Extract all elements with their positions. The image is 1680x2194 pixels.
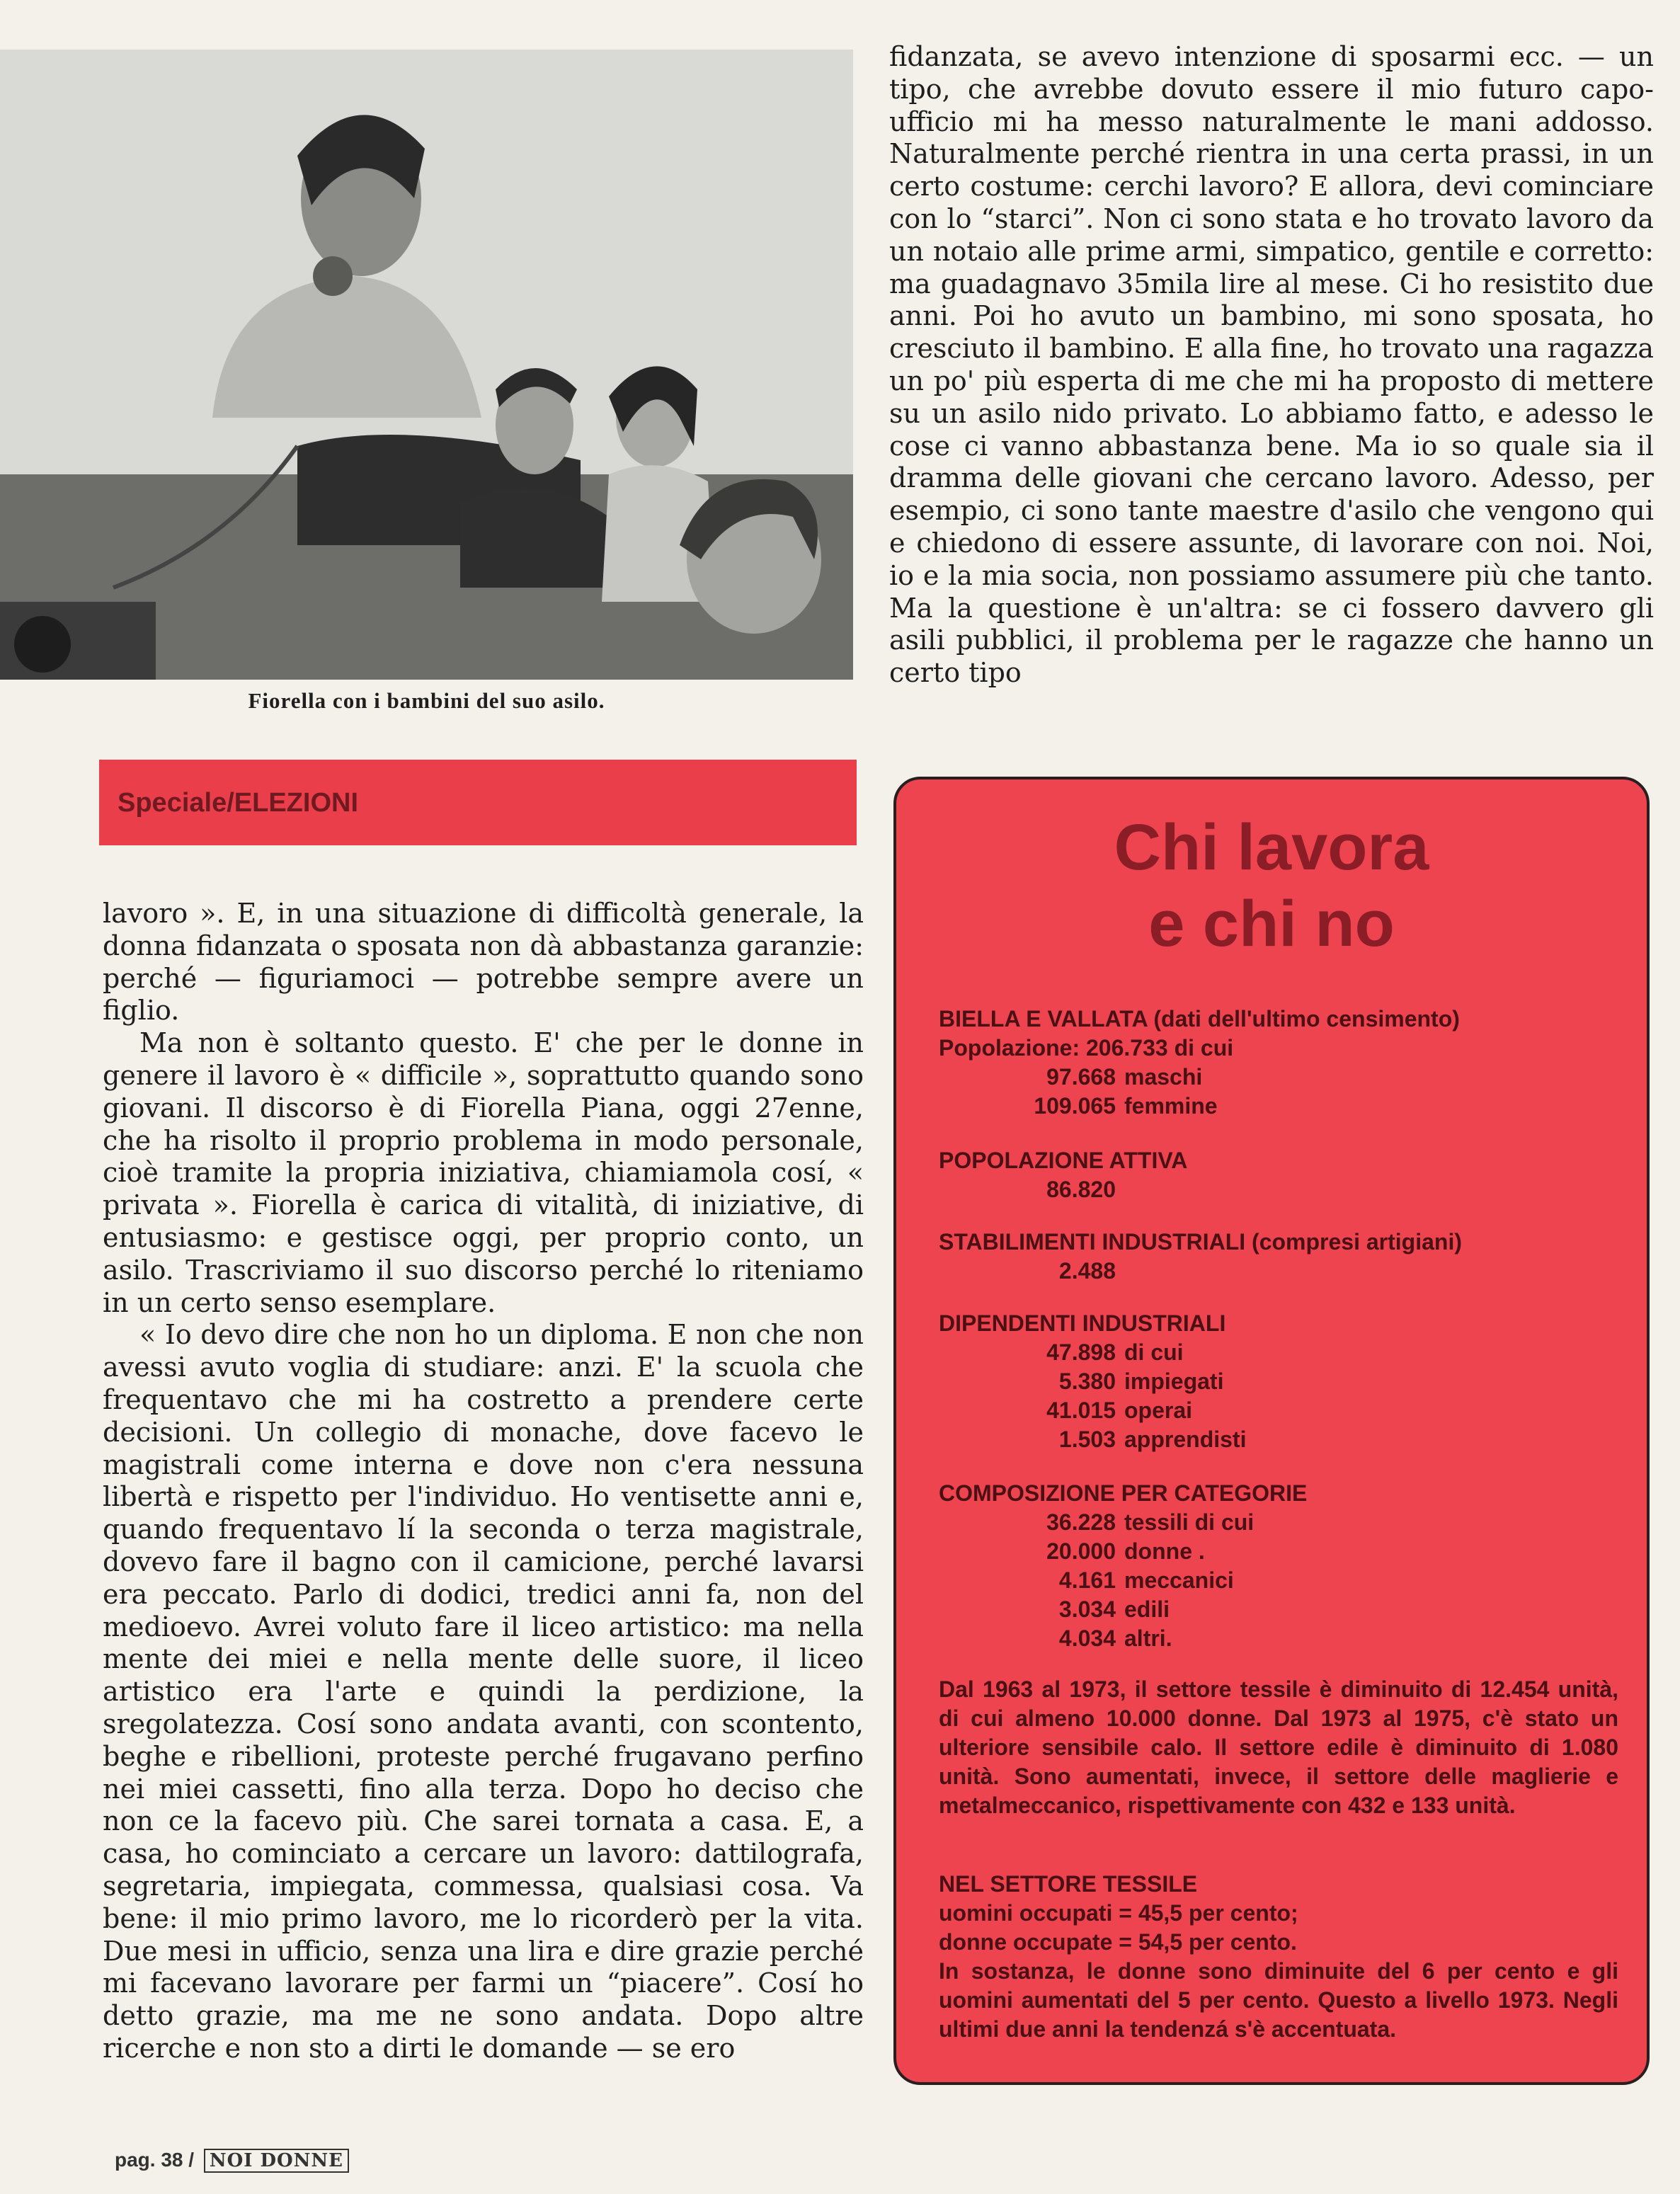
stat-value: 5.380 <box>1058 1369 1116 1394</box>
stat-note: di cui <box>1174 1035 1234 1061</box>
stat-row <box>939 1338 1618 1367</box>
stat-value: 41.015 <box>1046 1398 1116 1423</box>
stat-stabilimenti <box>939 1228 1618 1286</box>
stat-note: apprendisti <box>1124 1427 1247 1452</box>
stat-value: 109.065 <box>1034 1093 1116 1119</box>
stat-heading: BIELLA E VALLATA (dati dell'ultimo censimento) <box>939 1006 1460 1032</box>
box-title-line: Chi lavora <box>1114 811 1429 884</box>
stat-note: operai <box>1124 1398 1193 1423</box>
statistics-box <box>893 777 1650 2085</box>
paragraph: fidanzata, se avevo intenzione di sposarmi ecc. — un tipo, che avrebbe dovuto essere il mio futuro capo-ufficio mi ha messo naturalmente le mani addosso. Naturalmente perché rientra in una certa prassi, in un certo costume: cerchi lavoro? E allora, devi cominciare con lo “starci”. Non ci sono stata e ho trovato lavoro da un notaio alle prime armi, simpatico, gentile e corretto: ma guadagnavo 35mila lire al mese. Ci ho resistito due anni. Poi ho avuto un bambino, mi sono sposata, ho cresciuto il bambino. E alla fine, ho trovato una ragazza un po' più esperta di me che mi ha proposto di mettere su un asilo nido privato. Lo abbiamo fatto, e adesso le cose ci vanno abbastanza bene. Ma io so quale sia il dramma delle giovani che cercano lavoro. Adesso, per esempio, ci sono tante maestre d'asilo che vengono qui e chiedono di essere assunte, di lavorare con noi. Noi, io e la mia socia, non possiamo assumere più che tanto. Ma la questione è un'altra: se ci fossero davvero gli asili pubblici, il problema per le ragazze che hanno un certo tipo <box>889 41 1654 689</box>
stat-note: femmine <box>1124 1093 1218 1119</box>
paragraph: lavoro ». E, in una situazione di difficoltà generale, la donna fidanzata o sposata non dà abbastanza garanzie: perché — figuriamoci — potrebbe sempre avere un figlio. <box>103 898 864 1027</box>
stat-heading: DIPENDENTI INDUSTRIALI <box>939 1310 1226 1336</box>
stat-heading: NEL SETTORE TESSILE <box>939 1871 1198 1897</box>
stat-value: 86.820 <box>1046 1177 1116 1202</box>
stat-value: 3.034 <box>1058 1596 1116 1622</box>
stat-row <box>939 1367 1618 1396</box>
stat-value: 20.000 <box>1046 1538 1116 1564</box>
stat-value: 47.898 <box>1046 1339 1116 1365</box>
article-text-right-top <box>889 41 1654 690</box>
stat-value: 4.161 <box>1058 1567 1116 1593</box>
stat-paragraph-text: In sostanza, le donne sono diminuite del 6 per cento e gli uomini aumentati del 5 per cento. Questo a livello 1973. Negli ultimi due anni la tendenzá s'è accentuata. <box>939 1958 1618 2042</box>
stat-note: di cui <box>1124 1339 1184 1365</box>
stat-row <box>939 1595 1618 1624</box>
stat-value: 2.488 <box>1058 1258 1116 1284</box>
stat-note: tessili di cui <box>1124 1509 1255 1535</box>
stat-row <box>939 1508 1618 1537</box>
stat-row <box>939 1396 1618 1425</box>
paragraph: « Io devo dire che non ho un diploma. E non che non avessi avuto voglia di studiare: anzi. E' la scuola che frequentavo che mi ha costretto a prendere certe decisioni. Un collegio di monache, dove facevo le magistrali come interna e dove non c'era nessuna libertà e rispetto per l'individuo. Ho ventisette anni e, quando frequentavo lí la seconda o terza magistrale, dovevo fare il bagno con il camicione, perché lavarsi era peccato. Parlo di dodici, tredici anni fa, non del medioevo. Avrei voluto fare il liceo artistico: ma nella mente dei miei e nella mente delle suore, il liceo artistico era l'arte e quindi la perdizione, la sregolatezza. Cosí sono andata avanti, con scontento, beghe e ribellioni, proteste perché frugavano perfino nei miei cassetti, fino alla terza. Dopo ho deciso che non ce la facevo più. Che sarei tornata a casa. E, a casa, ho cominciato a cercare un lavoro: dattilografa, segretaria, impiegata, commessa, qualsiasi cosa. Va bene: il mio primo lavoro, me lo ricorderò per la vita. Due mesi in ufficio, senza una lira e dire grazie perché mi facevano lavorare per farmi un “piacere”. Cosí ho detto grazie, ma me ne sono andata. Dopo altre ricerche e non sto a dirti le domande — se ero <box>103 1319 864 2064</box>
stat-row: uomini occupati = 45,5 per cento; <box>939 1900 1298 1926</box>
stat-heading: STABILIMENTI INDUSTRIALI (compresi artigiani) <box>939 1229 1462 1255</box>
stat-popolazione-attiva <box>939 1146 1618 1204</box>
box-title-line: e chi no <box>1148 888 1395 960</box>
stat-row <box>939 1175 1618 1204</box>
stat-value: 97.668 <box>1046 1064 1116 1090</box>
stat-tessile <box>939 1870 1618 2044</box>
stat-paragraph-text: Dal 1963 al 1973, il settore tessile è diminuito di 12.454 unità, di cui almeno 10.000 donne. Dal 1973 al 1975, c'è stato un ulteriore sensibile calo. Il settore edile è diminuito di 1.080 unità. Sono aumentati, invece, il settore delle maglierie e metalmeccanico, rispettivamente con 432 e 133 unità. <box>939 1676 1618 1818</box>
stat-note: maschi <box>1124 1064 1203 1090</box>
stat-note: impiegati <box>1124 1369 1224 1394</box>
box-title <box>896 809 1647 962</box>
magazine-logo: NOI DONNE <box>204 2149 349 2173</box>
stat-value: 36.228 <box>1046 1509 1116 1535</box>
stat-value: 206.733 <box>1086 1035 1168 1061</box>
paragraph: Ma non è soltanto questo. E' che per le donne in genere il lavoro è « difficile », soprattutto quando sono giovani. Il discorso è di Fiorella Piana, oggi 27enne, che ha risolto il proprio problema in modo personale, cioè tramite la propria iniziativa, chiamiamola cosí, « privata ». Fiorella è carica di vitalità, di iniziative, di entusiasmo: e gestisce oggi, per proprio conto, un asilo. Trascriviamo il suo discorso perché lo riteniamo in un certo senso esemplare. <box>103 1027 864 1318</box>
photo-fiorella-children <box>0 50 853 680</box>
stat-row <box>939 1034 1618 1063</box>
stat-row <box>939 1425 1618 1454</box>
page-number: pag. 38 / <box>115 2149 195 2171</box>
stat-value: 4.034 <box>1058 1625 1116 1651</box>
stat-heading: POPOLAZIONE ATTIVA <box>939 1148 1188 1173</box>
stat-label: Popolazione: <box>939 1035 1080 1061</box>
stat-row <box>939 1566 1618 1595</box>
stat-row <box>939 1257 1618 1286</box>
stat-row <box>939 1624 1618 1653</box>
stat-note: meccanici <box>1124 1567 1234 1593</box>
stat-biella <box>939 1005 1618 1121</box>
page-footer <box>115 2149 349 2173</box>
stat-row: donne occupate = 54,5 per cento. <box>939 1929 1297 1955</box>
stat-row <box>939 1537 1618 1566</box>
stat-note: altri. <box>1124 1625 1172 1651</box>
article-text-left <box>103 898 864 2065</box>
section-label: Speciale/ELEZIONI <box>118 788 358 818</box>
stat-value: 1.503 <box>1058 1427 1116 1452</box>
stat-row <box>939 1092 1618 1121</box>
stat-dipendenti <box>939 1309 1618 1454</box>
section-banner <box>99 760 857 845</box>
stat-row <box>939 1063 1618 1092</box>
photo-image <box>0 50 853 680</box>
stat-categorie <box>939 1479 1618 1653</box>
stat-paragraph <box>939 1675 1618 1820</box>
stat-note: donne . <box>1124 1538 1205 1564</box>
stat-heading: COMPOSIZIONE PER CATEGORIE <box>939 1480 1308 1506</box>
stat-note: edili <box>1124 1596 1170 1622</box>
photo-caption: Fiorella con i bambini del suo asilo. <box>248 688 605 713</box>
